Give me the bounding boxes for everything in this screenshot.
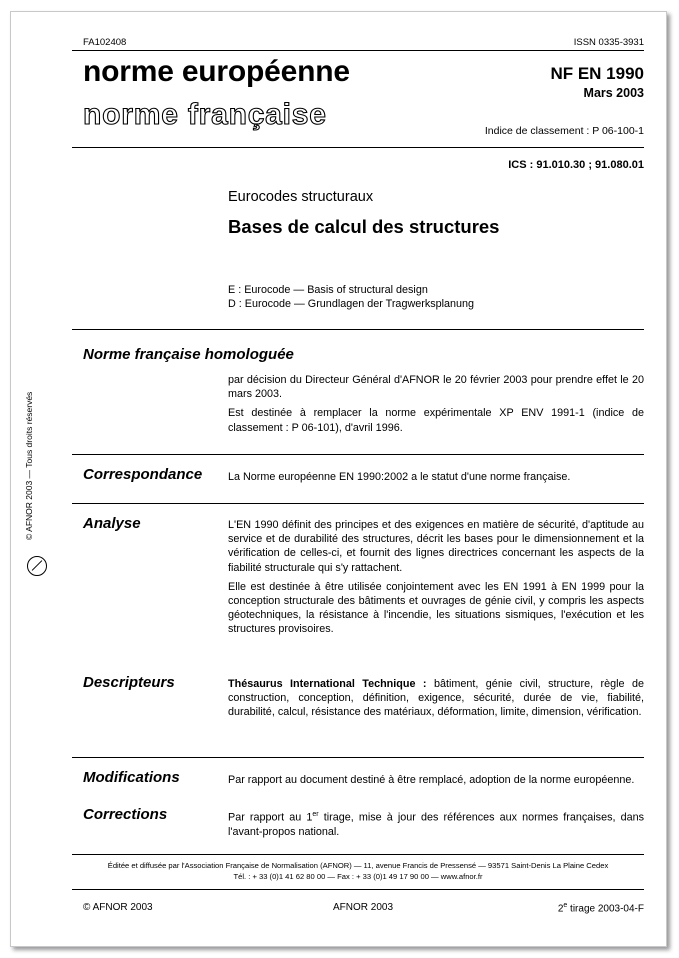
heading-correspondance: Correspondance: [83, 466, 203, 483]
footer-tirage-sup: e: [563, 902, 568, 909]
analyse-p2: Elle est destinée à être utilisée conjointement avec les EN 1991 à EN 1999 pour la conception structurale des bâtiments et ouvrages de génie civil, y compris les aspects géotechniques, la résistance à l'incendie, les situations sismiques, l'exécution et les structures provisoires.: [228, 580, 644, 636]
homologuee-body: [228, 373, 644, 440]
publisher-line1: Éditée et diffusée par l'Association Française de Normalisation (AFNOR) — 11, avenue Francis de Pressensé — 93571 Saint-Denis La Plaine Cedex: [107, 861, 609, 870]
descripteurs-label: Thésaurus International Technique :: [228, 678, 427, 690]
correspondance-body: La Norme européenne EN 1990:2002 a le statut d'une norme française.: [228, 471, 571, 483]
translation-german: D : Eurocode — Grundlagen der Tragwerksplanung: [228, 298, 475, 310]
divider: [72, 454, 644, 455]
heading-modifications: Modifications: [83, 769, 180, 786]
footer-copyright: © AFNOR 2003: [83, 902, 153, 913]
analyse-body: [228, 518, 644, 642]
descripteurs-text: bâtiment, génie civil, structure, règle de construction, conception, définition, exigence, sécurité, durée de vie, fiabilité, durabilité, calcul, résistance des matériaux, déformation, limite, dimension, vérification.: [228, 678, 645, 719]
series-name: Eurocodes structuraux: [228, 189, 374, 205]
heading-analyse: Analyse: [83, 515, 141, 532]
publisher-info: [72, 860, 644, 882]
nf-number: NF EN 1990: [550, 64, 644, 83]
no-copy-icon: [27, 556, 47, 576]
modifications-body: Par rapport au document destiné à être remplacé, adoption de la norme européenne.: [228, 774, 635, 786]
homologuee-p1: par décision du Directeur Général d'AFNOR le 20 février 2003 pour prendre effet le 20 mars 2003.: [228, 374, 644, 401]
divider: [72, 757, 644, 758]
sidebar-copyright: © AFNOR 2003 — Tous droits réservés: [24, 391, 34, 540]
corrections-text-b: tirage, mise à jour des références aux normes françaises, dans l'avant-propos national.: [228, 811, 644, 838]
footer-tirage: [558, 902, 644, 914]
heading-homologuee: Norme française homologuée: [83, 346, 294, 363]
heading-corrections: Corrections: [83, 806, 168, 823]
divider: [72, 50, 644, 51]
divider: [72, 503, 644, 504]
publisher-line2: Tél. : + 33 (0)1 41 62 80 00 — Fax : + 33 (0)1 49 17 90 00 — www.afnor.fr: [233, 872, 483, 881]
issn: ISSN 0335-3931: [573, 37, 644, 48]
translation-english: E : Eurocode — Basis of structural design: [228, 284, 428, 296]
footer-tirage-num: 2: [557, 903, 564, 915]
ics-code: ICS : 91.010.30 ; 91.080.01: [508, 159, 644, 171]
analyse-p1: L'EN 1990 définit des principes et des exigences en matière de sécurité, d'aptitude au service et de durabilité des structures, décrit les bases pour le dimensionnement et la vérification de celles-ci, et fournit des lignes directrices concernant les aspects de la fiabilité structurale qui s'y rattachent.: [228, 519, 644, 574]
descripteurs-body: [228, 677, 644, 720]
corrections-sup: er: [312, 811, 319, 818]
homologuee-p2: Est destinée à remplacer la norme expérimentale XP ENV 1991-1 (indice de classement : P 06-101), d'avril 1996.: [228, 407, 644, 434]
doc-date: Mars 2003: [583, 86, 644, 100]
footer-center: AFNOR 2003: [333, 902, 394, 913]
corrections-body: [228, 808, 644, 839]
title-main: norme européenne: [83, 55, 350, 88]
corrections-text-a: Par rapport au 1: [228, 811, 313, 824]
title-outline: norme française: [83, 98, 327, 131]
doc-id: FA102408: [83, 37, 127, 48]
divider: [72, 889, 644, 890]
classement: Indice de classement : P 06-100-1: [484, 125, 644, 137]
divider: [72, 854, 644, 855]
divider: [72, 147, 644, 148]
heading-descripteurs: Descripteurs: [83, 674, 175, 691]
divider: [72, 329, 644, 330]
doc-title: Bases de calcul des structures: [228, 216, 500, 237]
footer-tirage-text: tirage 2003-04-F: [567, 903, 644, 915]
